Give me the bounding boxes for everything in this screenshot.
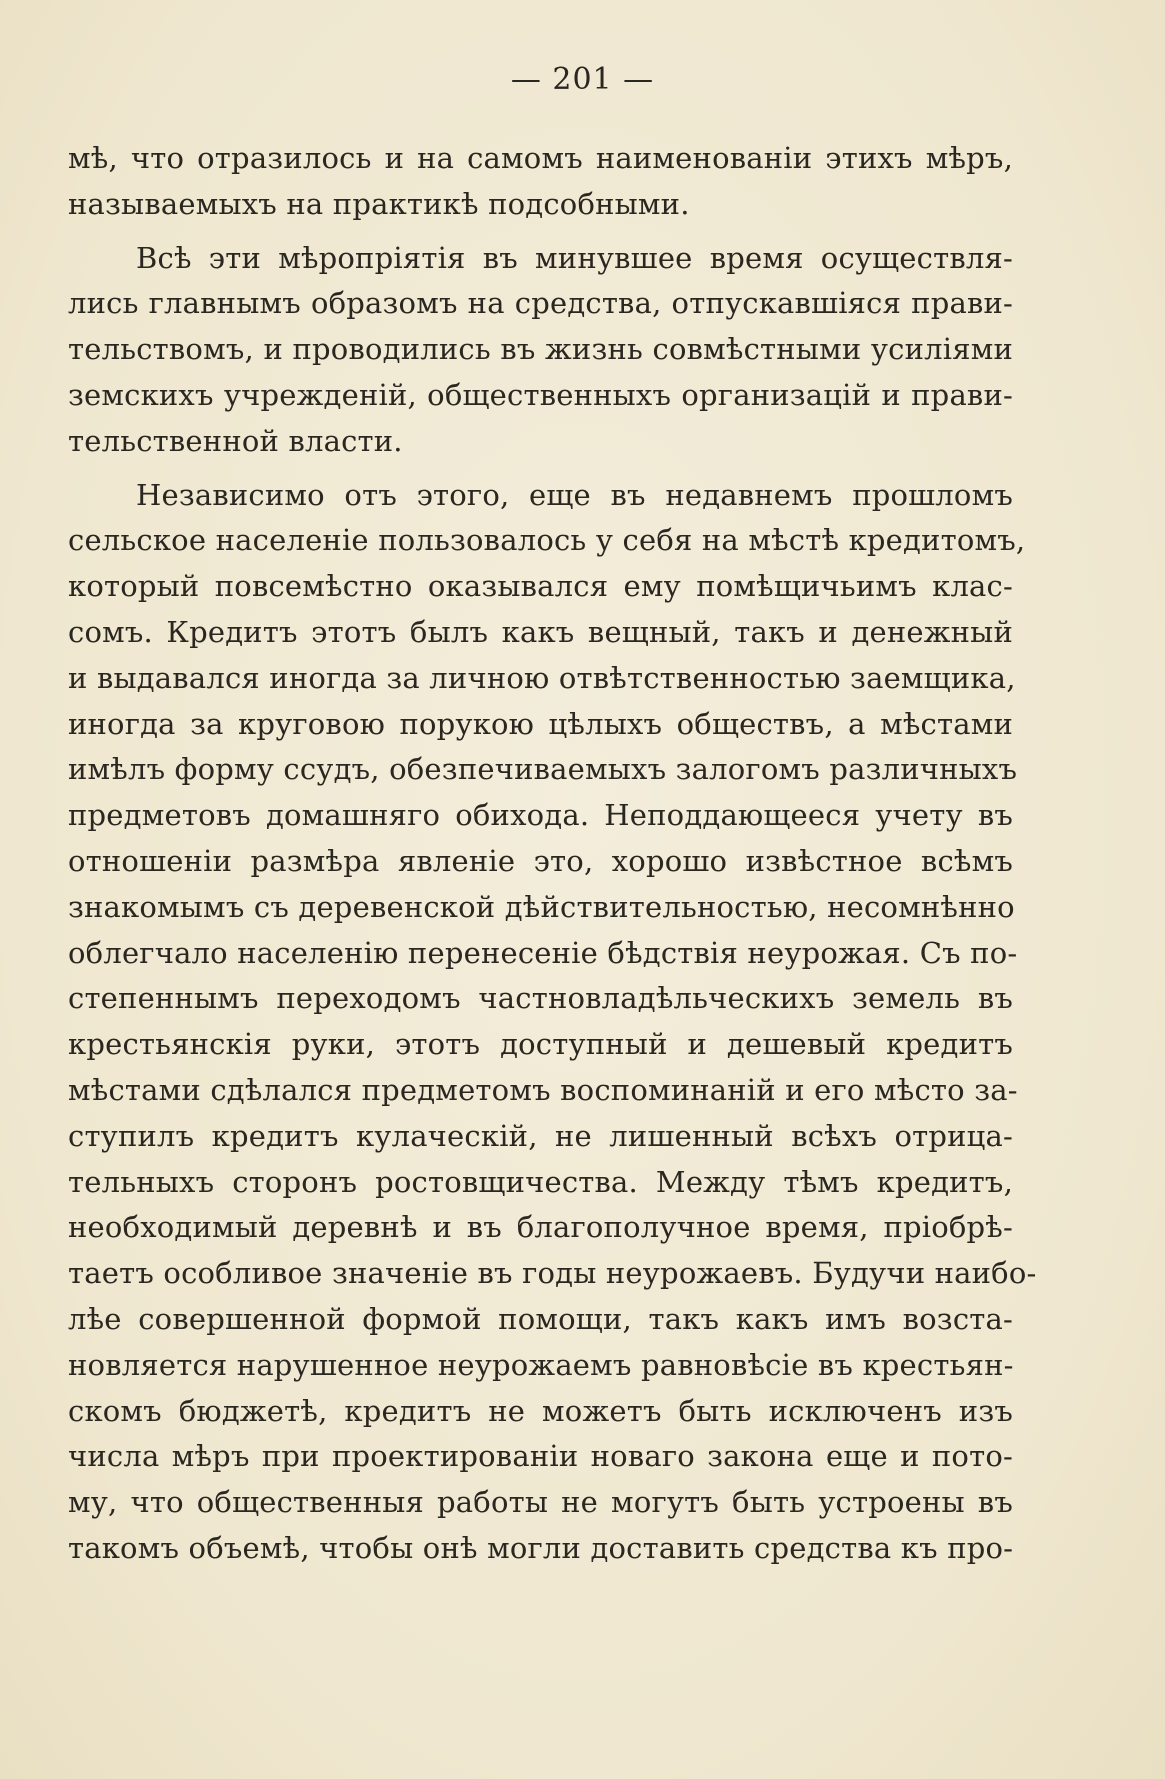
text-line: и выдавался иногда за личною отвѣтственностью заемщика, bbox=[68, 660, 1016, 695]
text-line: иногда за круговою порукою цѣлыхъ обществъ, а мѣстами bbox=[68, 706, 1013, 741]
text-line: му, что общественныя работы не могутъ быть устроены въ bbox=[68, 1485, 1013, 1520]
text-line: мѣстами сдѣлался предметомъ воспоминаній и его мѣсто за- bbox=[68, 1072, 1018, 1107]
text-line: лись главнымъ образомъ на средства, отпускавшіяся прави- bbox=[68, 286, 1013, 321]
text-line: имѣлъ форму ссудъ, обезпечиваемыхъ залогомъ различныхъ bbox=[68, 752, 1018, 787]
text-line: такомъ объемѣ, чтобы онѣ могли доставить средства къ про- bbox=[68, 1530, 1014, 1565]
text-line: сельское населеніе пользовалось у себя на мѣстѣ кредитомъ, bbox=[68, 523, 1026, 558]
text-line: необходимый деревнѣ и въ благополучное время, пріобрѣ- bbox=[68, 1210, 1013, 1245]
text-line: Независимо отъ этого, еще въ недавнемъ прошломъ bbox=[136, 477, 1013, 512]
text-line: ступилъ кредитъ кулаческій, не лишенный всѣхъ отрица- bbox=[68, 1118, 1013, 1153]
body-text bbox=[68, 136, 1037, 1572]
text-line: мѣ, что отразилось и на самомъ наименованіи этихъ мѣръ, bbox=[68, 141, 1013, 175]
text-line: Всѣ эти мѣропріятія въ минувшее время осуществля- bbox=[136, 240, 1013, 275]
text-line: таетъ особливое значеніе въ годы неурожаевъ. Будучи наибо- bbox=[68, 1256, 1037, 1291]
text-line: лѣе совершенной формой помощи, такъ какъ имъ возста- bbox=[68, 1301, 1013, 1336]
text-line: крестьянскія руки, этотъ доступный и дешевый кредитъ bbox=[68, 1027, 1013, 1062]
text-line: тельственной власти. bbox=[68, 423, 403, 458]
text-line: степеннымъ переходомъ частновладѣльческихъ земель въ bbox=[68, 981, 1013, 1016]
page-number: — 201 — bbox=[510, 62, 655, 97]
text-line: земскихъ учрежденій, общественныхъ организацій и прави- bbox=[68, 377, 1013, 412]
text-line: числа мѣръ при проектированіи новаго закона еще и пото- bbox=[68, 1439, 1013, 1474]
paragraph bbox=[68, 136, 1013, 228]
paragraph bbox=[68, 473, 1037, 1572]
text-line: называемыхъ на практикѣ подсобными. bbox=[68, 186, 690, 221]
text-line: знакомымъ съ деревенской дѣйствительностью, несомнѣнно bbox=[68, 889, 1015, 924]
text-line: тельствомъ, и проводились въ жизнь совмѣстными усиліями bbox=[68, 332, 1013, 367]
text-line: новляется нарушенное неурожаемъ равновѣсіе въ крестьян- bbox=[68, 1347, 1014, 1382]
text-line: тельныхъ сторонъ ростовщичества. Между тѣмъ кредитъ, bbox=[68, 1164, 1013, 1199]
text-line: сомъ. Кредитъ этотъ былъ какъ вещный, такъ и денежный bbox=[68, 614, 1013, 649]
text-line: отношеніи размѣра явленіе это, хорошо извѣстное всѣмъ bbox=[68, 843, 1013, 878]
text-line: предметовъ домашняго обихода. Неподдающееся учету въ bbox=[68, 798, 1013, 833]
text-line: скомъ бюджетѣ, кредитъ не можетъ быть исключенъ изъ bbox=[68, 1393, 1013, 1428]
text-line: который повсемѣстно оказывался ему помѣщичьимъ клас- bbox=[68, 569, 1013, 604]
paragraph bbox=[68, 236, 1013, 465]
text-line: облегчало населенію перенесеніе бѣдствія неурожая. Съ по- bbox=[68, 935, 1018, 970]
